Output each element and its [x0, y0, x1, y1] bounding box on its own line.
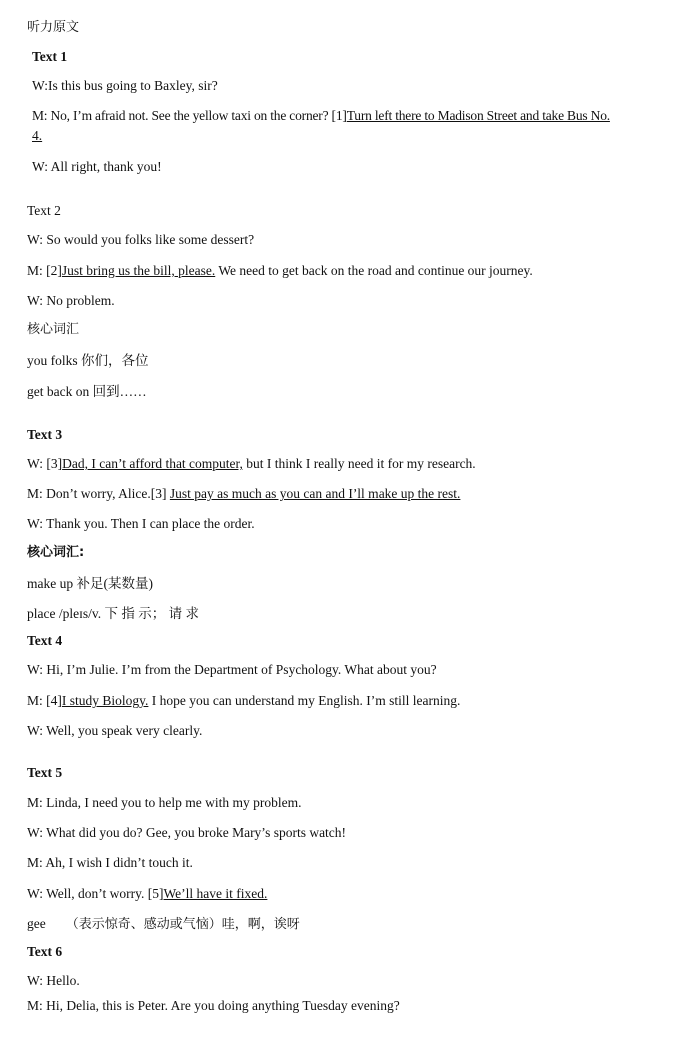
text5-answer-5: We’ll have it fixed. — [163, 886, 268, 901]
text1-line-2-continued: 4. — [32, 128, 43, 143]
text3-vocab-2: place /pleɪs/v. 下 指 示； 请 求 — [27, 606, 199, 621]
text5-line-4 — [27, 886, 267, 902]
text3-title: Text 3 — [27, 427, 63, 442]
text2-line-2-suffix: We need to get back on the road and continue our journey. — [215, 263, 533, 278]
text3-answer-3a: Dad, I can’t afford that computer, — [62, 456, 243, 471]
text4-line-3: W: Well, you speak very clearly. — [27, 723, 203, 738]
text5-line-1: M: Linda, I need you to help me with my problem. — [27, 795, 302, 810]
text2-answer-2: Just bring us the bill, please. — [61, 263, 216, 278]
text5-vocab-word: gee — [27, 916, 46, 931]
text4-line-1: W: Hi, I’m Julie. I’m from the Department of Psychology. What about you? — [27, 662, 437, 677]
text2-title: Text 2 — [27, 203, 61, 218]
text3-line-1-prefix: W: [3] — [27, 456, 63, 471]
text5-line-3: M: Ah, I wish I didn’t touch it. — [27, 855, 193, 870]
text2-vocab-2: get back on 回到…… — [27, 384, 147, 399]
text1-line-2-prefix: M: No, I’m afraid not. See the yellow taxi on the corner? [1] — [32, 108, 347, 123]
text2-vocab-1: you folks 你们，各位 — [27, 353, 149, 368]
text3-answer-3b: Just pay as much as you can and I’ll make up the rest. — [169, 486, 461, 501]
text4-line-2-prefix: M: [4] — [27, 693, 62, 708]
page-header: 听力原文 — [27, 20, 80, 35]
text2-line-2-prefix: M: [2] — [27, 263, 62, 278]
text2-line-1: W: So would you folks like some dessert? — [27, 232, 255, 247]
text5-vocab-definition: （表示惊奇、感动或气恼）哇，啊，诶呀 — [65, 917, 300, 932]
text2-line-3: W: No problem. — [27, 293, 115, 308]
text2-line-2 — [27, 263, 533, 279]
text3-line-3: W: Thank you. Then I can place the order. — [27, 516, 255, 531]
text3-vocab-title: 核心词汇: — [27, 545, 85, 560]
text6-title: Text 6 — [27, 944, 63, 959]
text5-vocab — [27, 916, 300, 933]
text1-title: Text 1 — [32, 49, 68, 64]
text3-vocab-1: make up 补足(某数量) — [27, 576, 153, 591]
text3-line-1 — [27, 456, 476, 472]
text1-line-3: W: All right, thank you! — [32, 159, 162, 174]
text5-title: Text 5 — [27, 765, 63, 780]
text5-line-4-prefix: W: Well, don’t worry. [5] — [27, 886, 164, 901]
text4-answer-4: I study Biology. — [61, 693, 149, 708]
text5-line-2: W: What did you do? Gee, you broke Mary’s sports watch! — [27, 825, 347, 840]
text1-answer-1: Turn left there to Madison Street and take Bus No. — [346, 108, 610, 123]
text1-line-2 — [32, 108, 610, 124]
text4-title: Text 4 — [27, 633, 63, 648]
text6-line-2: M: Hi, Delia, this is Peter. Are you doing anything Tuesday evening? — [27, 998, 400, 1013]
text1-line-1: W:Is this bus going to Baxley, sir? — [32, 78, 218, 93]
text3-line-2 — [27, 486, 460, 502]
text3-line-1-suffix: but I think I really need it for my research. — [242, 456, 476, 471]
text4-line-2-suffix: I hope you can understand my English. I’m still learning. — [148, 693, 461, 708]
text4-line-2 — [27, 693, 460, 709]
text2-vocab-title: 核心词汇 — [27, 322, 80, 337]
text6-line-1: W: Hello. — [27, 973, 80, 988]
text3-line-2-prefix: M: Don’t worry, Alice.[3] — [27, 486, 170, 501]
